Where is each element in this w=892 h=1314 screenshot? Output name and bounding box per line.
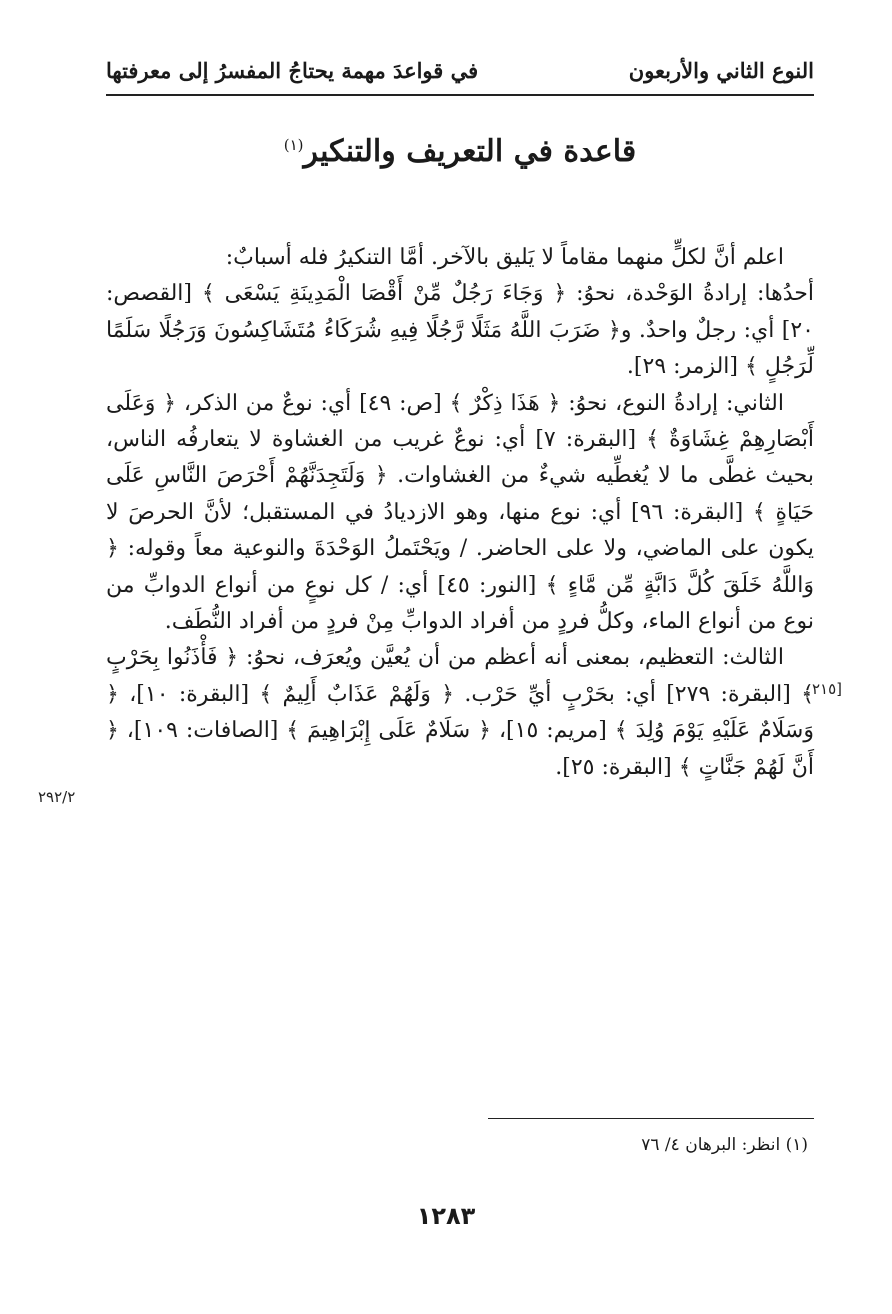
header-divider bbox=[106, 94, 814, 96]
main-text bbox=[106, 240, 814, 786]
paragraph: الثاني: إرادةُ النوع، نحوُ: ﴿ هَذَا ذِكْرٌ ﴾ [ص: ٤٩] أي: نوعٌ من الذكر، ﴿ وَعَلَى أَبْصَارِهِمْ غِشَاوَةٌ ﴾ [البقرة: ٧] أي: نوعٌ غريب من الغشاوة لا يتعارفُه الناس، بحيث غطَّى ما لا يُغطِّيه شيءٌ من الغشاوات. ﴿ وَلَتَجِدَنَّهُمْ أَحْرَصَ النَّاسِ عَلَى حَيَاةٍ ﴾ [البقرة: ٩٦] أي: نوع منها، وهو الازديادُ في المستقبل؛ لأنَّ الحرصَ لا يكون على الماضي، ولا على الحاضر. / ويَحْتَملُ الوَحْدَةَ والنوعية معاً وقوله: ﴿ وَاللَّهُ خَلَقَ كُلَّ دَابَّةٍ مِّن مَّاءٍ ﴾ [النور: ٤٥] أي: / كل نوعٍ من أنواع الدوابِّ من نوع من أنواع الماء، وكلُّ فردٍ من أفراد الدوابِّ مِنْ فردٍ من أفراد النُّطَف. bbox=[106, 390, 814, 635]
title-footnote-marker: (١) bbox=[283, 136, 304, 154]
footnote: (١) انظر: البرهان ٤/ ٧٦ bbox=[641, 1135, 808, 1155]
header-chapter: النوع الثاني والأربعون bbox=[628, 57, 814, 83]
page-number: ١٢٨٣ bbox=[416, 1202, 476, 1230]
margin-reference-215: [٢١٥ bbox=[812, 680, 843, 698]
paragraph: الثالث: التعظيم، بمعنى أنه أعظم من أن يُعيَّن ويُعرَف، نحوُ: ﴿ فَأْذَنُوا بِحَرْبٍ ﴾ [البقرة: ٢٧٩] أي: بحَرْبٍ أيِّ حَرْب. ﴿ وَلَهُمْ عَذَابٌ أَلِيمٌ ﴾ [البقرة: ١٠]، ﴿ وَسَلَامٌ عَلَيْهِ يَوْمَ وُلِدَ ﴾ [مريم: ١٥]، ﴿ سَلَامٌ عَلَى إِبْرَاهِيمَ ﴾ [الصافات: ١٠٩]، ﴿ أَنَّ لَهُمْ جَنَّاتٍ ﴾ [البقرة: ٢٥]. bbox=[106, 645, 814, 780]
paragraph: اعلم أنَّ لكلٍّ منهما مقاماً لا يَليق بالآخر. أمَّا التنكيرُ فله أسبابٌ: bbox=[225, 245, 784, 270]
header-section: في قواعدَ مهمة يحتاجُ المفسرُ إلى معرفتها bbox=[106, 57, 479, 83]
margin-reference-292: ٢٩٢/٢ bbox=[38, 788, 76, 806]
footnote-divider bbox=[488, 1118, 814, 1119]
paragraph: أحدُها: إرادةُ الوَحْدة، نحوُ: ﴿ وَجَاءَ رَجُلٌ مِّنْ أَقْصَا الْمَدِينَةِ يَسْعَى ﴾ [القصص: ٢٠] أي: رجلٌ واحدٌ. و﴿ ضَرَبَ اللَّهُ مَثَلًا رَّجُلًا فِيهِ شُرَكَاءُ مُتَشَاكِسُونَ وَرَجُلًا سَلَمًا لِّرَجُلٍ ﴾ [الزمر: ٢٩]. bbox=[106, 281, 814, 380]
section-title bbox=[106, 120, 814, 177]
running-header bbox=[106, 50, 814, 90]
section-title-text: قاعدة في التعريف والتنكير bbox=[303, 134, 637, 169]
